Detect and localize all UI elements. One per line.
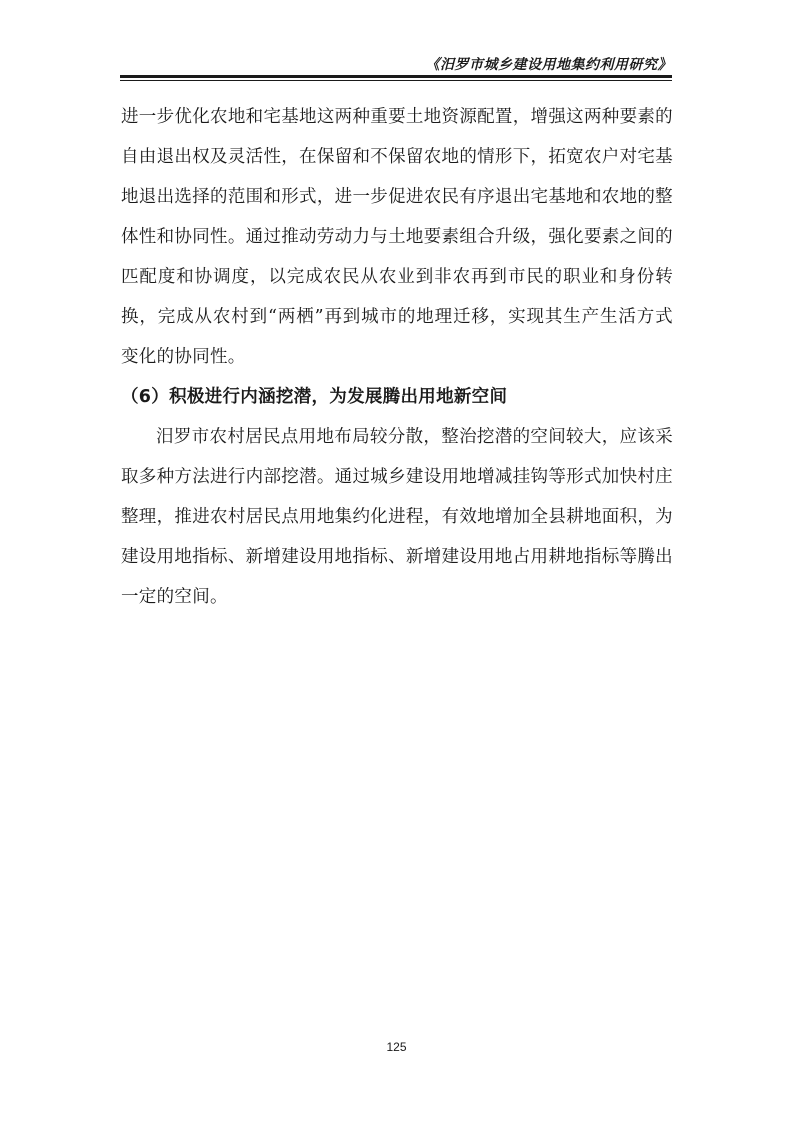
- header-rule-thick: [120, 75, 672, 78]
- running-header: 《汨罗市城乡建设用地集约利用研究》: [425, 57, 672, 73]
- section-heading: （6）积极进行内涵挖潜，为发展腾出用地新空间: [121, 387, 508, 407]
- page-body: [121, 97, 673, 617]
- header-rule-thin: [120, 80, 672, 81]
- page-number: 125: [386, 1040, 407, 1054]
- body-paragraph: 汨罗市农村居民点用地布局较分散，整治挖潜的空间较大，应该采取多种方法进行内部挖潜。通过城乡建设用地增减挂钩等形式加快村庄整理，推进农村居民点用地集约化进程，有效地增加全县耕地面积，为建设用地指标、新增建设用地指标、新增建设用地占用耕地指标等腾出一定的空间。: [121, 427, 673, 607]
- body-paragraph-continued: 进一步优化农地和宅基地这两种重要土地资源配置，增强这两种要素的自由退出权及灵活性，在保留和不保留农地的情形下，拓宽农户对宅基地退出选择的范围和形式，进一步促进农民有序退出宅基地和农地的整体性和协同性。通过推动劳动力与土地要素组合升级，强化要素之间的匹配度和协调度，以完成农民从农业到非农再到市民的职业和身份转换，完成从农村到“两栖”再到城市的地理迁移，实现其生产生活方式变化的协同性。: [121, 107, 673, 367]
